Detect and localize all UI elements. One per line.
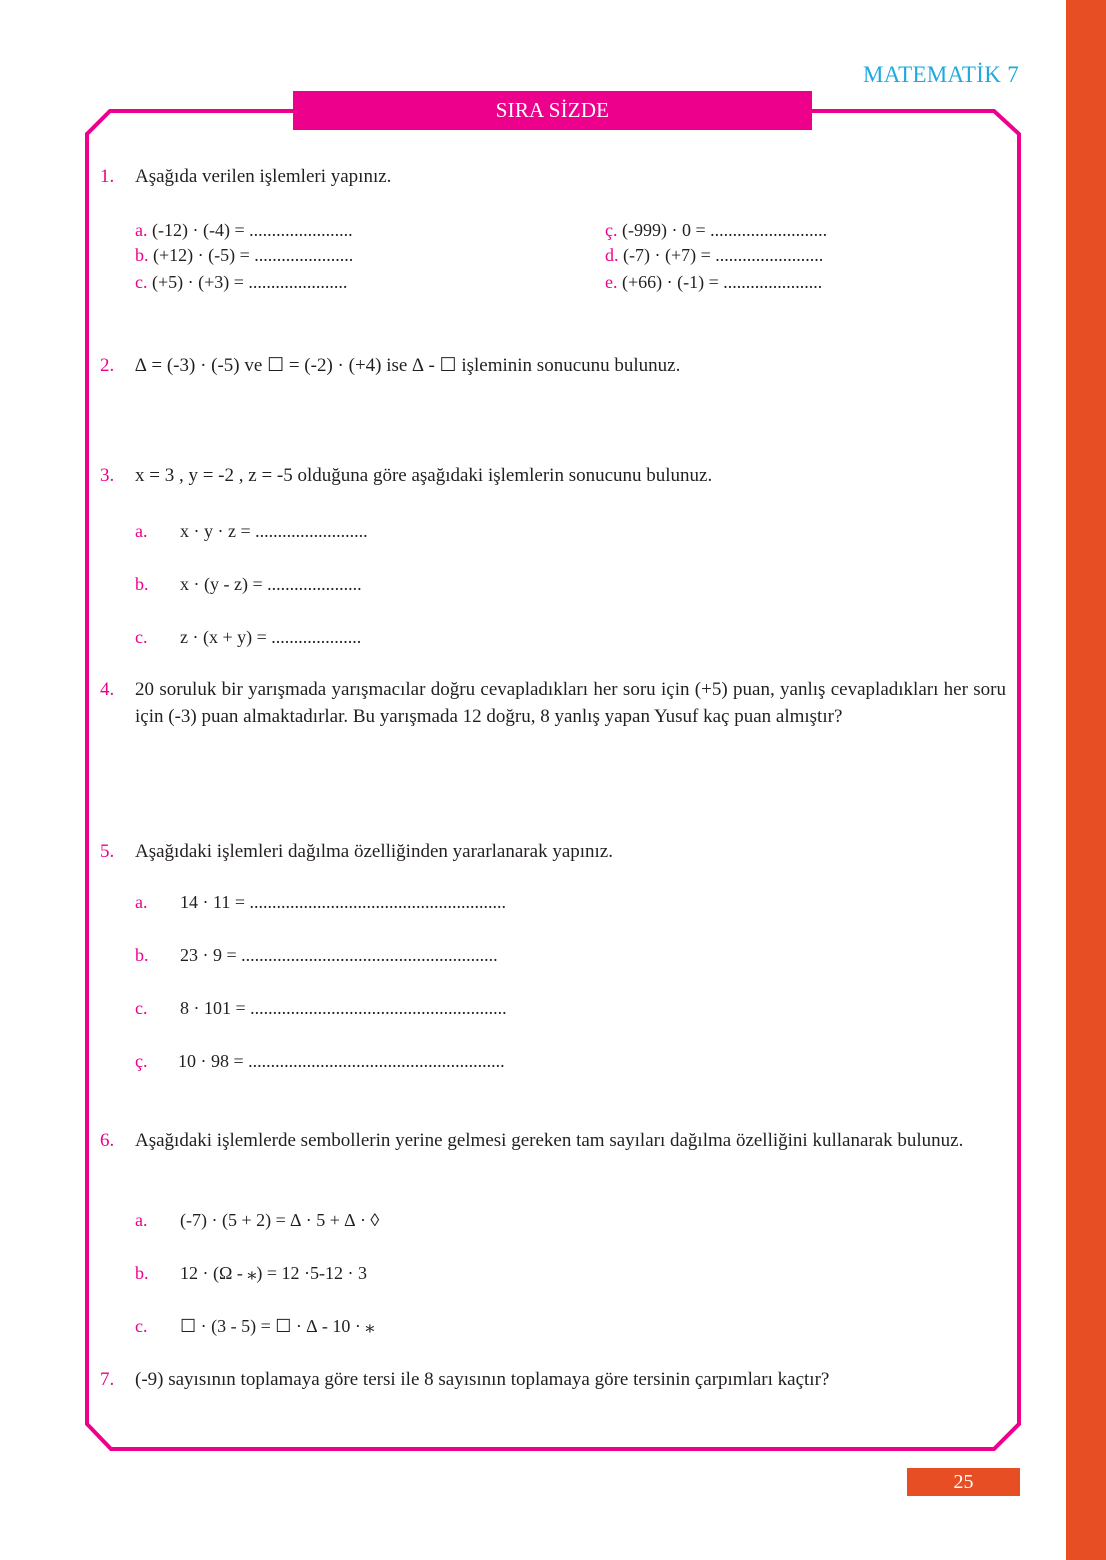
item-1d [605, 243, 823, 267]
item-expression: (+66) · (-1) = ...................... [622, 272, 823, 292]
item-label: a. [135, 220, 148, 240]
item-label: b. [135, 574, 149, 594]
item-5b [135, 943, 498, 967]
item-expression: 12 · (Ω - ⁎) = 12 ·5-12 · 3 [180, 1263, 367, 1283]
subject-title: MATEMATİK 7 [863, 62, 1019, 87]
item-1e [605, 270, 822, 294]
question-text: Aşağıda verilen işlemleri yapınız. [135, 166, 392, 187]
question-number: 5. [100, 841, 115, 862]
item-label: b. [135, 1263, 149, 1283]
item-expression: x · (y - z) = ..................... [180, 574, 362, 594]
item-3b [135, 572, 362, 596]
question-number: 6. [100, 1130, 115, 1151]
item-3c [135, 625, 361, 649]
item-expression: (-12) · (-4) = ....................... [152, 220, 353, 240]
item-1a [135, 218, 353, 242]
item-label: e. [605, 272, 618, 292]
item-1c-cedilla [605, 218, 827, 242]
item-label: d. [605, 245, 619, 265]
item-expression: 10 · 98 = ......................................................... [178, 1051, 505, 1071]
item-label: c. [135, 1316, 148, 1336]
question-text: ∆ = (-3) · (-5) ve ☐ = (-2) · (+4) ise ∆ - ☐ işleminin sonucunu bulunuz. [135, 355, 681, 376]
item-5c-cedilla [135, 1049, 505, 1073]
item-5c [135, 996, 507, 1020]
page-number [907, 1468, 1020, 1496]
item-label: ç. [135, 1051, 148, 1071]
item-1b [135, 243, 353, 267]
item-label: ç. [605, 220, 618, 240]
question-number: 4. [100, 679, 115, 700]
item-label: a. [135, 892, 148, 912]
question-number: 7. [100, 1369, 115, 1390]
item-expression: (+12) · (-5) = ...................... [153, 245, 354, 265]
question-text: x = 3 , y = -2 , z = -5 olduğuna göre aşağıdaki işlemlerin sonucunu bulunuz. [135, 465, 713, 486]
item-6b [135, 1261, 367, 1285]
item-expression: (-999) · 0 = .......................... [622, 220, 828, 240]
question-text: 20 soruluk bir yarışmada yarışmacılar doğru cevapladıkları her soru için (+5) puan, yanlış cevapladıkları her soru için (-3) puan almaktadırlar. Bu yarışmada 12 doğru, 8 yanlış yapan Yusuf kaç puan almıştır? [135, 679, 1006, 727]
item-label: b. [135, 245, 149, 265]
item-label: c. [135, 998, 148, 1018]
question-number: 3. [100, 465, 115, 486]
question-text: Aşağıdaki işlemlerde sembollerin yerine gelmesi gereken tam sayıları dağılma özelliğini kullanarak bulunuz. [135, 1130, 964, 1151]
item-label: a. [135, 1210, 148, 1230]
item-3a [135, 519, 368, 543]
item-5a [135, 890, 506, 914]
item-6c [135, 1314, 374, 1338]
question-text: Aşağıdaki işlemleri dağılma özelliğinden yararlanarak yapınız. [135, 841, 613, 862]
page-number-text: 25 [953, 1470, 974, 1493]
item-6a [135, 1208, 379, 1232]
item-label: c. [135, 272, 148, 292]
item-label: b. [135, 945, 149, 965]
item-expression: x · y · z = ......................... [180, 521, 368, 541]
item-label: a. [135, 521, 148, 541]
item-expression: 23 · 9 = ......................................................... [180, 945, 498, 965]
question-number: 1. [100, 166, 115, 187]
item-expression: z · (x + y) = .................... [180, 627, 362, 647]
item-1c [135, 270, 347, 294]
question-text: (-9) sayısının toplamaya göre tersi ile 8 sayısının toplamaya göre tersinin çarpımları kaçtır? [135, 1369, 830, 1390]
item-expression: 8 · 101 = ......................................................... [180, 998, 507, 1018]
item-expression: ☐ · (3 - 5) = ☐ · ∆ - 10 · ⁎ [180, 1316, 375, 1336]
item-expression: (-7) · (+7) = ........................ [623, 245, 824, 265]
item-expression: 14 · 11 = ......................................................... [180, 892, 506, 912]
item-expression: (-7) · (5 + 2) = ∆ · 5 + ∆ · ◊ [180, 1210, 380, 1230]
item-label: c. [135, 627, 148, 647]
banner-title: SIRA SİZDE [495, 98, 610, 122]
item-expression: (+5) · (+3) = ...................... [152, 272, 348, 292]
section-banner [293, 91, 812, 130]
question-number: 2. [100, 355, 115, 376]
